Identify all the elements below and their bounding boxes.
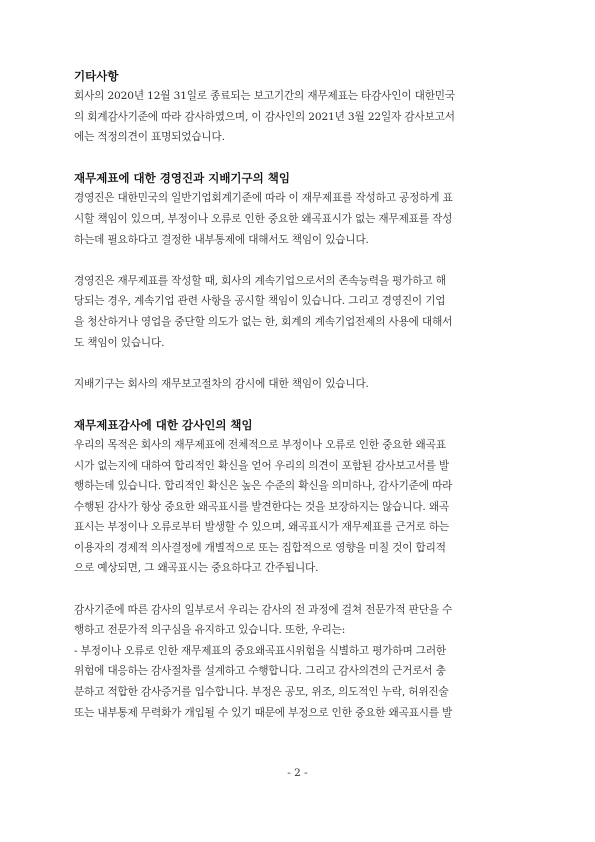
paragraph bbox=[74, 600, 524, 724]
section-heading: 재무제표에 대한 경영진과 지배기구의 책임 bbox=[74, 171, 290, 186]
document-body bbox=[74, 66, 524, 723]
paragraph-line: 수행된 감사가 항상 중요한 왜곡표시를 발견한다는 것을 보장하지는 않습니다. 왜곡 bbox=[74, 500, 450, 513]
paragraph-spacer bbox=[74, 148, 524, 169]
paragraph-line: 에는 적정의견이 표명되었습니다. bbox=[74, 131, 225, 144]
paragraph-line: 행하는데 있습니다. 합리적인 확신은 높은 수준의 확신을 의미하나, 감사기준에 따라 bbox=[74, 480, 453, 493]
paragraph-line: 시할 책임이 있으며, 부정이나 오류로 인한 중요한 왜곡표시가 없는 재무제표를 작성 bbox=[74, 212, 453, 225]
paragraph-line: 감사기준에 따른 감사의 일부로서 우리는 감사의 전 과정에 걸쳐 전문가적 판단을 수 bbox=[74, 603, 453, 616]
paragraph-line: 표시는 부정이나 오류로부터 발생할 수 있으며, 왜곡표시가 재무제표를 근거로 하는 bbox=[74, 521, 450, 534]
paragraph bbox=[74, 188, 524, 250]
paragraph-line: 경영진은 재무제표를 작성할 때, 회사의 계속기업으로서의 존속능력을 평가하고 해 bbox=[74, 274, 446, 287]
section bbox=[74, 168, 524, 415]
paragraph-line: 당되는 경우, 계속기업 관련 사항을 공시할 책임이 있습니다. 그리고 경영진이 기업 bbox=[74, 295, 446, 308]
paragraph-spacer bbox=[74, 250, 524, 271]
section-heading: 재무제표감사에 대한 감사인의 책임 bbox=[74, 417, 253, 432]
paragraph-line: 또는 내부통제 무력화가 개입될 수 있기 때문에 부정으로 인한 중요한 왜곡표시를 발 bbox=[74, 706, 453, 719]
paragraph-spacer bbox=[74, 579, 524, 600]
section bbox=[74, 66, 524, 168]
paragraph-spacer bbox=[74, 394, 524, 415]
paragraph-line: 도 책임이 있습니다. bbox=[74, 336, 165, 349]
section bbox=[74, 415, 524, 723]
paragraph bbox=[74, 435, 524, 579]
paragraph-line: 으로 예상되면, 그 왜곡표시는 중요하다고 간주됩니다. bbox=[74, 562, 319, 575]
paragraph-line: 경영진은 대한민국의 일반기업회계기준에 따라 이 재무제표를 작성하고 공정하게 표 bbox=[74, 192, 453, 205]
section-heading: 기타사항 bbox=[74, 69, 119, 83]
paragraph-line: 회사의 2020년 12월 31일로 종료되는 보고기간의 재무제표는 타감사인이 대한민국 bbox=[74, 90, 455, 102]
paragraph-line: 의 회계감사기준에 따라 감사하였으며, 이 감사인의 2021년 3월 22일자 감사보고서 bbox=[74, 110, 455, 123]
paragraph-line: 시가 없는지에 대하여 합리적인 확신을 얻어 우리의 의견이 포함된 감사보고서를 발 bbox=[74, 459, 450, 472]
paragraph-spacer bbox=[74, 353, 524, 374]
paragraph-line: 지배기구는 회사의 재무보고절차의 감시에 대한 책임이 있습니다. bbox=[74, 377, 369, 390]
paragraph-line: 우리의 목적은 회사의 재무제표에 전체적으로 부정이나 오류로 인한 중요한 왜곡표 bbox=[74, 438, 446, 451]
paragraph-line: 을 청산하거나 영업을 중단할 의도가 없는 한, 회계의 계속기업전제의 사용에 대해서 bbox=[74, 315, 453, 328]
page-number: - 2 - bbox=[287, 767, 308, 779]
paragraph-line: 이용자의 경제적 의사결정에 개별적으로 또는 집합적으로 영향을 미칠 것이 합리적 bbox=[74, 541, 446, 554]
paragraph bbox=[74, 271, 524, 353]
paragraph bbox=[74, 374, 524, 395]
paragraph-line: 하는데 필요하다고 결정한 내부통제에 대해서도 책임이 있습니다. bbox=[74, 233, 369, 246]
paragraph-line: 위험에 대응하는 감사절차를 설계하고 수행합니다. 그리고 감사의견의 근거로서 충 bbox=[74, 665, 446, 678]
paragraph-line: 분하고 적합한 감사증거를 입수합니다. 부정은 공모, 위조, 의도적인 누락, 허위진술 bbox=[74, 686, 449, 699]
paragraph-line: - 부정이나 오류로 인한 재무제표의 중요왜곡표시위험을 식별하고 평가하며 그러한 bbox=[74, 644, 447, 657]
paragraph bbox=[74, 86, 524, 148]
paragraph-line: 행하고 전문가적 의구심을 유지하고 있습니다. 또한, 우리는: bbox=[74, 624, 346, 637]
